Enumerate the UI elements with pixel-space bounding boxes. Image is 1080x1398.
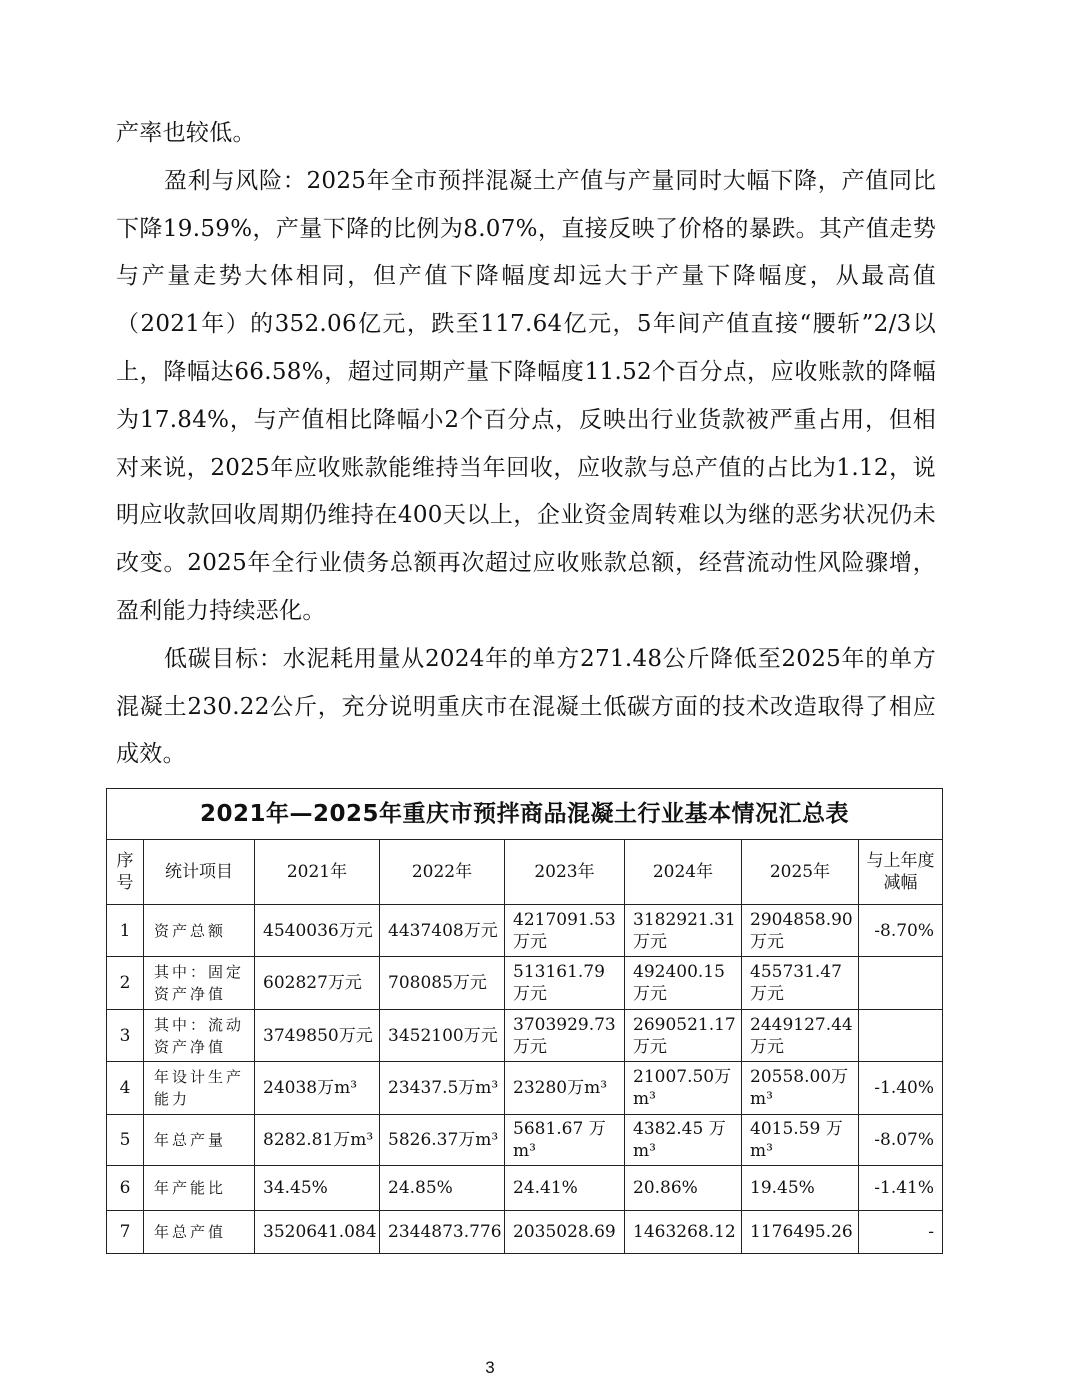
cell-2021: 34.45% [255,1166,380,1211]
cell-2021: 3520641.084 [255,1211,380,1254]
row-item: 资产总额 [144,905,255,957]
cell-2025: 4015.59 万m³ [742,1115,859,1166]
header-change: 与上年度减幅 [859,840,943,905]
cell-2025: 20558.00万m³ [742,1062,859,1115]
row-item: 年产能比 [144,1166,255,1211]
cell-2024: 1463268.12 [625,1211,742,1254]
cell-change [859,957,943,1010]
cell-2023: 3703929.73万元 [505,1010,625,1062]
cell-2025: 2904858.90万元 [742,905,859,957]
row-index: 2 [107,957,144,1010]
paragraph-continuation: 产率也较低。 [116,120,256,146]
cell-change: -1.41% [859,1166,943,1211]
header-index: 序号 [107,840,144,905]
table-row [107,1166,943,1211]
paragraph-profit-risk: 盈利与风险：2025年全市预拌混凝土产值与产量同时大幅下降，产值同比下降19.59%，产量下降的比例为8.07%，直接反映了价格的暴跌。其产值走势与产量走势大体相同，但产值下降幅度却远大于产量下降幅度，从最高值（2021年）的352.06亿元，跌至117.64亿元，5年间产值直接“腰斩”2/3以上，降幅达66.58%，超过同期产量下降幅度11.52个百分点，应收账款的降幅为17.84%，与产值相比降幅小2个百分点，反映出行业货款被严重占用，但相对来说，2025年应收账款能维持当年回收，应收款与总产值的占比为1.12，说明应收款回收周期仍维持在400天以上，企业资金周转难以为继的恶劣状况仍未改变。2025年全行业债务总额再次超过应收账款总额，经营流动性风险骤增，盈利能力持续恶化。 [116,167,936,624]
cell-change: - [859,1211,943,1254]
header-2025: 2025年 [742,840,859,905]
cell-2024: 492400.15万元 [625,957,742,1010]
cell-2025: 455731.47万元 [742,957,859,1010]
cell-2023: 513161.79万元 [505,957,625,1010]
table-header-row [107,840,943,905]
cell-2021: 3749850万元 [255,1010,380,1062]
cell-2025: 2449127.44万元 [742,1010,859,1062]
cell-change: -1.40% [859,1062,943,1115]
cell-2021: 602827万元 [255,957,380,1010]
row-item: 年总产量 [144,1115,255,1166]
cell-2025: 1176495.26 [742,1211,859,1254]
summary-table [106,788,943,1254]
header-2023: 2023年 [505,840,625,905]
row-item: 年总产值 [144,1211,255,1254]
cell-2025: 19.45% [742,1166,859,1211]
cell-2023: 4217091.53万元 [505,905,625,957]
cell-2023: 24.41% [505,1166,625,1211]
table-row [107,1115,943,1166]
header-item: 统计项目 [144,840,255,905]
cell-2023: 2035028.69 [505,1211,625,1254]
row-item: 年设计生产能力 [144,1062,255,1115]
row-index: 4 [107,1062,144,1115]
cell-2024: 21007.50万m³ [625,1062,742,1115]
cell-2021: 8282.81万m³ [255,1115,380,1166]
table-row [107,1211,943,1254]
header-2021: 2021年 [255,840,380,905]
cell-2022: 23437.5万m³ [380,1062,505,1115]
cell-change [859,1010,943,1062]
row-index: 1 [107,905,144,957]
row-item: 其中：固定资产净值 [144,957,255,1010]
cell-2023: 23280万m³ [505,1062,625,1115]
cell-change: -8.07% [859,1115,943,1166]
cell-2021: 24038万m³ [255,1062,380,1115]
cell-2021: 4540036万元 [255,905,380,957]
page-number: 3 [485,1358,495,1377]
row-index: 5 [107,1115,144,1166]
cell-2024: 2690521.17万元 [625,1010,742,1062]
row-item: 其中：流动资产净值 [144,1010,255,1062]
cell-2022: 708085万元 [380,957,505,1010]
row-index: 6 [107,1166,144,1211]
header-2022: 2022年 [380,840,505,905]
header-2024: 2024年 [625,840,742,905]
cell-2024: 20.86% [625,1166,742,1211]
table-row [107,905,943,957]
cell-2022: 4437408万元 [380,905,505,957]
paragraph-low-carbon: 低碳目标：水泥耗用量从2024年的单方271.48公斤降低至2025年的单方混凝土230.22公斤，充分说明重庆市在混凝土低碳方面的技术改造取得了相应成效。 [116,645,936,768]
cell-2022: 2344873.776 [380,1211,505,1254]
cell-2023: 5681.67 万m³ [505,1115,625,1166]
table-row [107,1010,943,1062]
cell-2024: 4382.45 万m³ [625,1115,742,1166]
table-row [107,1062,943,1115]
row-index: 7 [107,1211,144,1254]
cell-2022: 24.85% [380,1166,505,1211]
row-index: 3 [107,1010,144,1062]
table-row [107,957,943,1010]
cell-2024: 3182921.31万元 [625,905,742,957]
cell-2022: 3452100万元 [380,1010,505,1062]
cell-change: -8.70% [859,905,943,957]
table-title: 2021年—2025年重庆市预拌商品混凝土行业基本情况汇总表 [107,789,943,840]
cell-2022: 5826.37万m³ [380,1115,505,1166]
body-text [116,110,936,779]
